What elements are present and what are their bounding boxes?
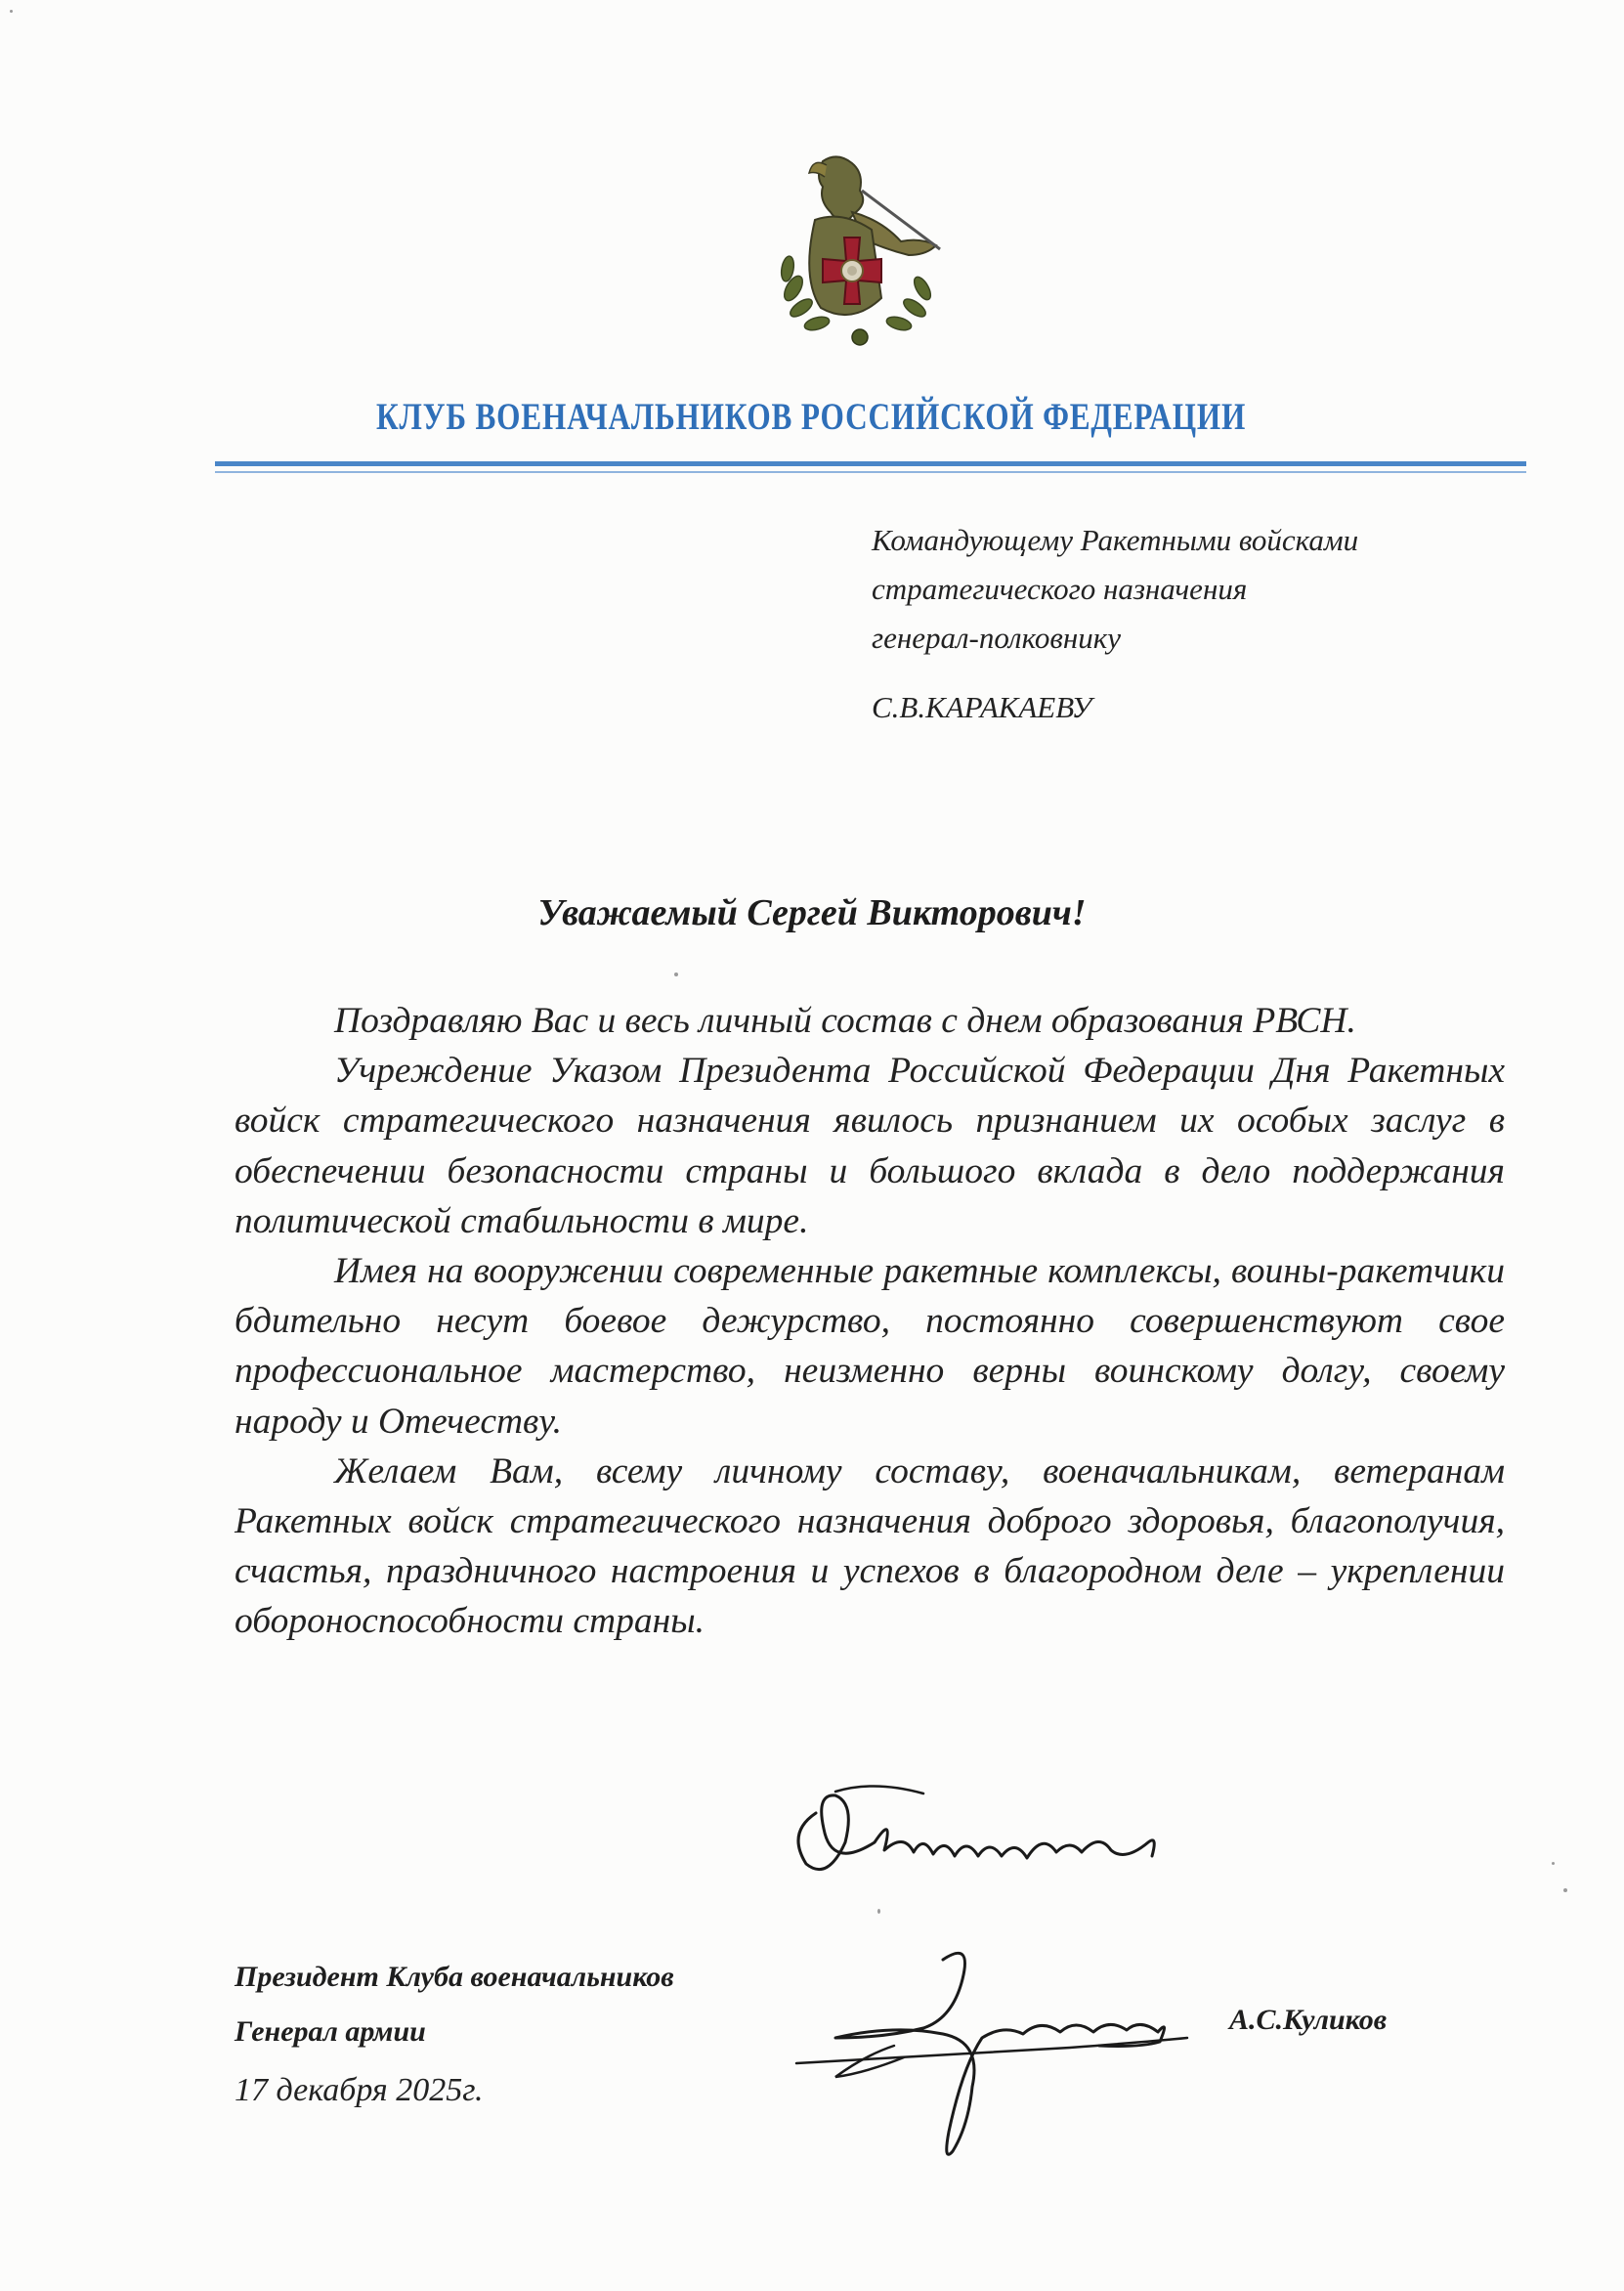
header-rule-thick [215,461,1526,466]
scan-speck [1563,1888,1567,1892]
handwritten-signature-lower [777,1940,1207,2165]
salutation: Уважаемый Сергей Викторович! [537,892,1087,933]
letter-body [235,996,1505,1647]
body-paragraph: Желаем Вам, всему личному составу, военачальникам, ветеранам Ракетных войск стратегического назначения доброго здоровья, благополучия, счастья, праздничного настроения и успехов в благородном деле – укреплении обороноспособности страны. [235,1450,1505,1642]
addressee-line: генерал-полковнику [872,621,1121,655]
scan-speck [10,10,13,13]
addressee-line: Командующему Ракетными войсками [872,523,1359,557]
body-paragraph: Имея на вооружении современные ракетные комплексы, воины-ракетчики бдительно несут боевое дежурство, постоянно совершенствуют свое профессиональное мастерство, неизменно верны воинскому долгу, своему народу и Отечеству. [235,1251,1505,1442]
signer-name: А.С.Куликов [1229,2004,1388,2036]
signer-title-line: Генерал армии [235,2015,426,2048]
scan-speck [674,973,678,976]
signer-title-block [235,1950,674,2059]
addressee-name: С.В.КАРАКАЕВУ [872,690,1092,724]
signer-title-line: Президент Клуба военачальников [235,1961,674,1993]
scan-speck [877,1909,880,1914]
header-rule-thin [215,471,1526,473]
club-emblem-icon [754,151,979,357]
handwritten-signature-upper [777,1774,1207,1891]
body-paragraph: Учреждение Указом Президента Российской Федерации Дня Ракетных войск стратегического назначения явилось признанием их особых заслуг в обеспечении безопасности страны и большого вклада в дело поддержания политической стабильности в мире. [235,1051,1505,1241]
organization-title: КЛУБ ВОЕНАЧАЛЬНИКОВ РОССИЙСКОЙ ФЕДЕРАЦИИ [376,396,1247,438]
scan-speck [1552,1862,1555,1865]
body-paragraph: Поздравляю Вас и весь личный состав с днем образования РВСН. [334,1001,1356,1041]
addressee-block [872,516,1358,663]
letter-date: 17 декабря 2025г. [235,2072,484,2108]
addressee-line: стратегического назначения [872,572,1248,606]
